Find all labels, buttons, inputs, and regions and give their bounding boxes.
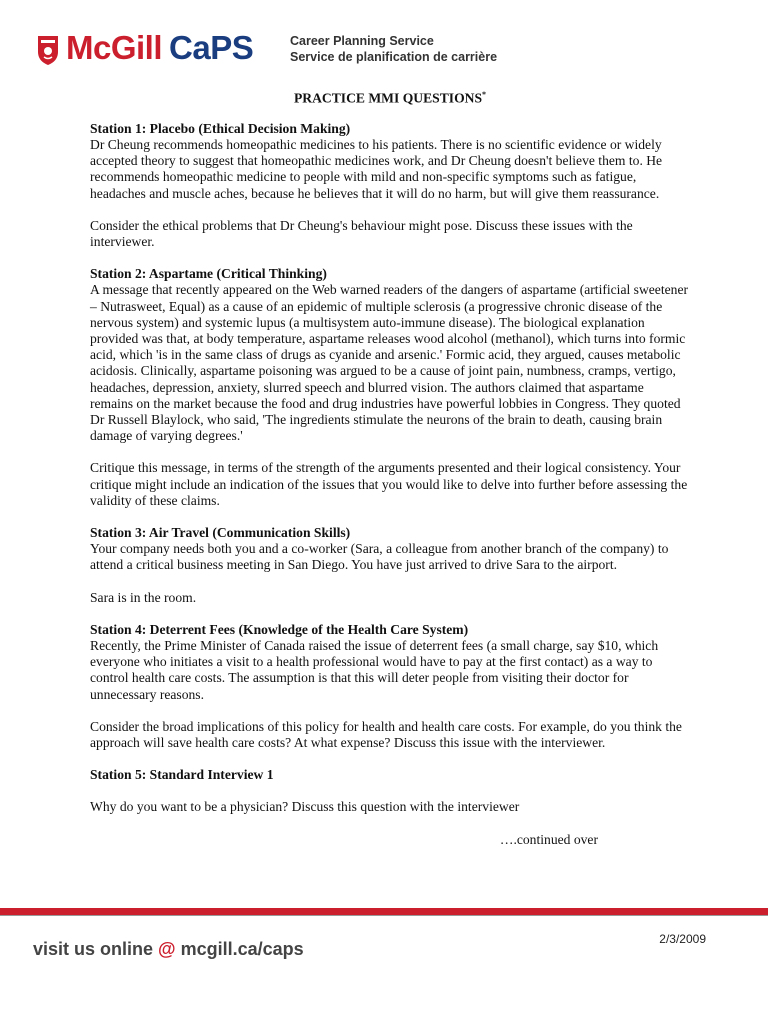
footer-rule xyxy=(0,915,768,916)
footer-website-link[interactable] xyxy=(33,939,304,960)
station-paragraph: Your company needs both you and a co-worker (Sara, a colleague from another branch of the company) to attend a critical business meeting in San Diego. You have just arrived to drive Sara to the airport. xyxy=(90,541,669,573)
continued-note: ….continued over xyxy=(499,831,598,847)
station-heading: Station 4: Deterrent Fees (Knowledge of the Health Care System) xyxy=(90,621,469,637)
service-name xyxy=(290,33,497,65)
station-2 xyxy=(90,266,690,509)
footer-url-domain: mcgill.ca/caps xyxy=(175,939,304,959)
station-1 xyxy=(90,121,690,250)
station-paragraph: Critique this message, in terms of the strength of the arguments presented and their logical consistency. Your critique might include an indication of the issues that you would like to delve into further before assessing the validity of these claims. xyxy=(90,460,688,508)
page-title xyxy=(90,87,690,107)
station-paragraph: A message that recently appeared on the Web warned readers of the dangers of aspartame (artificial sweetener – Nutrasweet, Equal) as a cause of an epidemic of multiple sclerosis (a progressive chronic disease of the nervous system) and systemic lupus (a multisystem auto-immune disease). The biological explanation provided was that, at body temperature, aspartame releases wood alcohol (methanol), which turns into formic acid, which 'is in the same class of drugs as cyanide and arsenic.' Formic acid, they argued, causes metabolic acidosis. Clinically, aspartame poisoning was argued to be a cause of joint pain, numbness, cramps, vertigo, headaches, depression, anxiety, slurred speech and blurred vision. The authors claimed that aspartame remains on the market because the food and drug industries have powerful lobbies in Congress. They quoted Dr Russell Blaylock, who said, 'The ingredients stimulate the neurons of the brain to death, causing brain damage of varying degrees.' xyxy=(90,282,689,444)
logo-caps: CaPS xyxy=(169,29,254,66)
station-paragraph: Why do you want to be a physician? Discuss this question with the interviewer xyxy=(90,799,520,815)
footer-url-prefix: visit us online xyxy=(33,939,159,959)
station-paragraph: Consider the broad implications of this policy for health and health care costs. For example, do you think the approach will save health care costs? At what expense? Discuss this issue with the interviewer. xyxy=(90,718,682,751)
logo-wordmark xyxy=(66,29,253,67)
footer-divider xyxy=(0,908,768,915)
service-name-fr: Service de planification de carrière xyxy=(290,50,498,64)
station-paragraph: Recently, the Prime Minister of Canada raised the issue of deterrent fees (a small charge, say $10, which everyone who initiates a visit to a health professional would have to pay at the first contact) as a way to control health care costs. The assumption is that this will deter people from visiting their doctor for unnecessary reasons. xyxy=(90,638,659,702)
header xyxy=(36,30,636,74)
station-3 xyxy=(90,525,690,606)
footer-date: 2/3/2009 xyxy=(659,932,706,946)
station-heading: Station 3: Air Travel (Communication Skills) xyxy=(90,525,351,540)
station-4 xyxy=(90,622,690,751)
title-footnote-mark: * xyxy=(482,90,487,99)
station-paragraph: Sara is in the room. xyxy=(90,589,197,605)
document-body xyxy=(90,87,690,848)
station-paragraph: Consider the ethical problems that Dr Cheung's behaviour might pose. Discuss these issues with the interviewer. xyxy=(90,217,633,249)
mcgill-crest-icon xyxy=(36,34,60,66)
footer-at-sign: @ xyxy=(158,939,176,959)
station-heading: Station 5: Standard Interview 1 xyxy=(90,767,274,783)
service-name-en: Career Planning Service xyxy=(290,34,434,48)
station-heading: Station 2: Aspartame (Critical Thinking) xyxy=(90,266,327,282)
logo-mcgill: McGill xyxy=(66,29,163,66)
station-paragraph: Dr Cheung recommends homeopathic medicines to his patients. There is no scientific evidence or widely accepted theory to suggest that homeopathic medicines work, and Dr Cheung doesn't believe them to. He recommends homeopathic medicine to people with mild and non-specific symptoms such as fatigue, headaches and muscle aches, because he believes that it will do no harm, but will give them reassurance. xyxy=(90,136,663,201)
station-5 xyxy=(90,767,690,815)
station-heading: Station 1: Placebo (Ethical Decision Making) xyxy=(90,120,351,136)
page-title-text: PRACTICE MMI QUESTIONS xyxy=(293,90,483,106)
